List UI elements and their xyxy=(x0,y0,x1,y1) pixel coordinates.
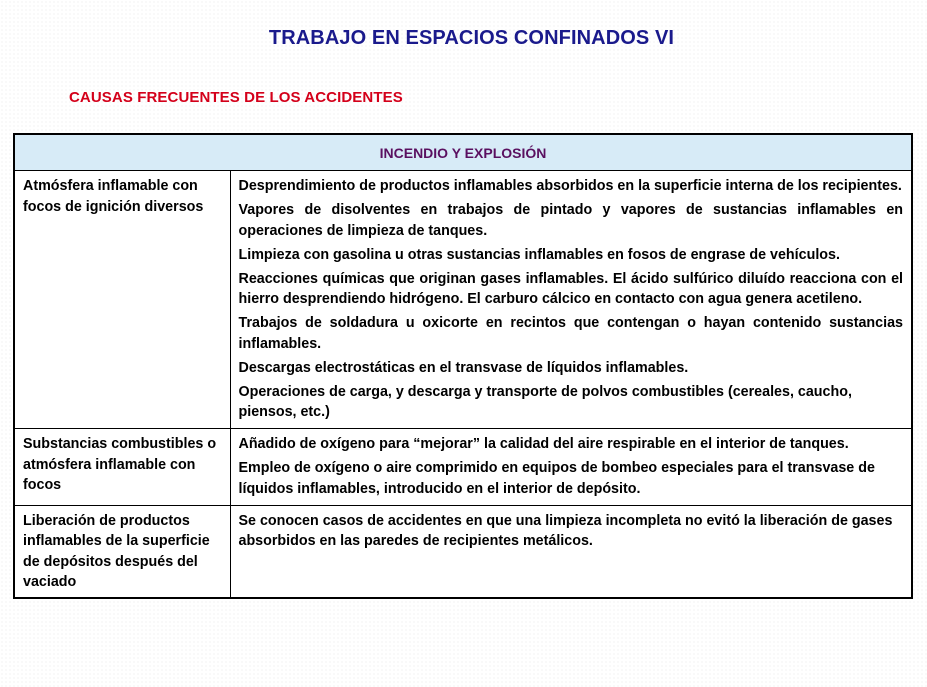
description-item: Empleo de oxígeno o aire comprimido en equipos de bombeo especiales para el transvase de líquidos inflamables, introducido en el interior de depósito. xyxy=(238,460,875,497)
section-subtitle: CAUSAS FRECUENTES DE LOS ACCIDENTES xyxy=(69,89,403,106)
description-item: Descargas electrostáticas en el transvase de líquidos inflamables. xyxy=(238,359,689,376)
cause-cell: Liberación de productos inflamables de la superficie de depósitos después del vaciado xyxy=(14,505,230,598)
description-item: Añadido de oxígeno para “mejorar” la calidad del aire respirable en el interior de tanques. xyxy=(238,436,849,452)
description-item: Limpieza con gasolina u otras sustancias inflamables en fosos de engrase de vehículos. xyxy=(238,246,840,263)
table-header-row xyxy=(14,134,912,171)
description-item: Desprendimiento de productos inflamables absorbidos en la superficie interna de los recipientes. xyxy=(238,178,902,194)
description-cell xyxy=(230,505,912,598)
cause-cell: Atmósfera inflamable con focos de ignición diversos xyxy=(14,171,230,429)
table-row xyxy=(14,429,912,506)
description-item: Vapores de disolventes en trabajos de pintado y vapores de sustancias inflamables en operaciones de limpieza de tanques. xyxy=(238,202,903,239)
description-cell xyxy=(230,171,912,429)
description-item: Operaciones de carga, y descarga y transporte de polvos combustibles (cereales, caucho, piensos, etc.) xyxy=(238,383,852,420)
description-item: Trabajos de soldadura u oxicorte en recintos que contengan o hayan contenido sustancias inflamables. xyxy=(238,315,903,352)
slide-title: TRABAJO EN ESPACIOS CONFINADOS VI xyxy=(268,27,675,49)
description-item: Se conocen casos de accidentes en que una limpieza incompleta no evitó la liberación de gases absorbidos en las paredes de recipientes metálicos. xyxy=(238,512,893,549)
table-row xyxy=(14,171,912,429)
table-row xyxy=(14,505,912,598)
table-header: INCENDIO Y EXPLOSIÓN xyxy=(14,134,912,171)
description-item: Reacciones químicas que originan gases inflamables. El ácido sulfúrico diluído reacciona con el hierro desprendiendo hidrógeno. El carburo cálcico en contacto con agua genera acetileno. xyxy=(238,270,903,307)
cause-cell: Substancias combustibles o atmósfera inflamable con focos xyxy=(14,429,230,506)
accident-causes-table xyxy=(13,133,913,599)
description-cell xyxy=(230,429,912,506)
